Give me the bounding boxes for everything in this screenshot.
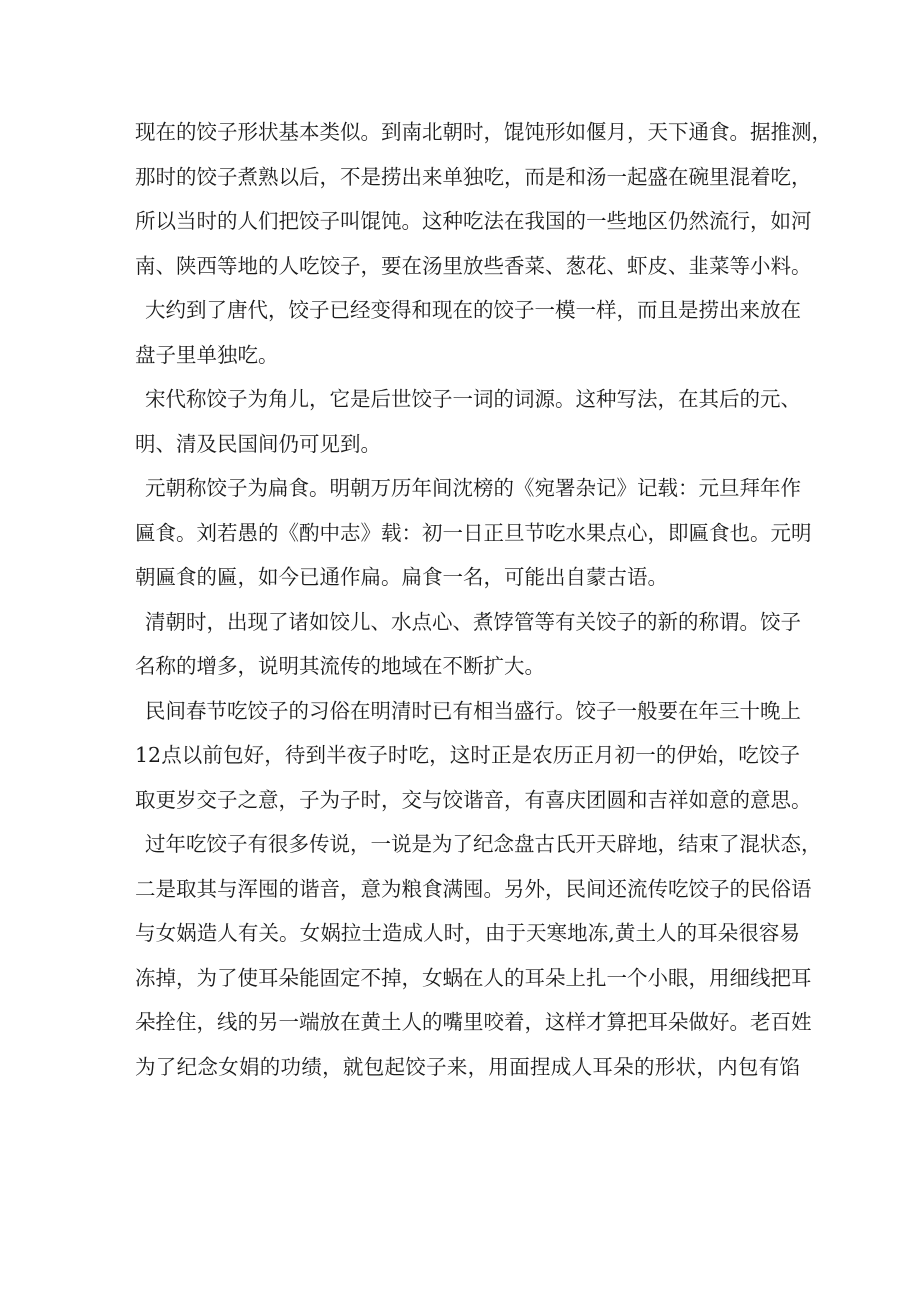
text-line: 名称的增多，说明其流传的地域在不断扩大。 xyxy=(135,654,545,678)
text-line: 民间春节吃饺子的习俗在明清时已有相当盛行。饺子一般要在年三十晚上 xyxy=(145,698,801,723)
text-line: 12点以前包好，待到半夜子时吃，这时正是农历正月初一的伊始，吃饺子 xyxy=(135,743,800,767)
text-line: 过年吃饺子有很多传说，一说是为了纪念盘古氏开天辟地，结束了混状态， xyxy=(145,832,822,856)
text-line: 匾食。刘若愚的《酌中志》载：初一日正旦节吃水果点心，即匾食也。元明 xyxy=(135,520,812,545)
text-line: 那时的饺子煮熟以后，不是捞出来单独吃，而是和汤一起盛在碗里混着吃， xyxy=(135,164,812,189)
text-line: 为了纪念女娟的功绩，就包起饺子来，用面捏成人耳朵的形状，内包有馅 xyxy=(135,1054,800,1079)
text-line: 清朝时，出现了诸如饺儿、水点心、煮饽管等有关饺子的新的称谓。饺子 xyxy=(145,609,801,634)
text-line: 明、清及民国间仍可见到。 xyxy=(135,431,381,456)
text-line: 所以当时的人们把饺子叫馄饨。这种吃法在我国的一些地区仍然流行，如河 xyxy=(135,209,812,233)
text-line: 取更岁交子之意，子为子时，交与饺谐音，有喜庆团圆和吉祥如意的意思。 xyxy=(135,787,812,812)
text-line: 与女娲造人有关。女娲拉士造成人时，由于天寒地冻,黄土人的耳朵很容易 xyxy=(135,921,800,945)
body-text xyxy=(135,110,832,1089)
text-line: 冻掉，为了使耳朵能固定不掉，女蜗在人的耳朵上扎一个小眼，用细线把耳 xyxy=(135,965,812,990)
text-line: 二是取其与浑囤的谐音，意为粮食满囤。另外，民间还流传吃饺子的民俗语 xyxy=(135,876,812,901)
text-line: 大约到了唐代，饺子已经变得和现在的饺子一模一样，而且是捞出来放在 xyxy=(145,298,801,322)
text-line: 朵拴住，线的另一端放在黄土人的嘴里咬着，这样才算把耳朵做好。老百姓 xyxy=(135,1010,812,1034)
text-line: 现在的饺子形状基本类似。到南北朝时，馄饨形如偃月，天下通食。据推测， xyxy=(135,120,832,144)
text-line: 南、陕西等地的人吃饺子，要在汤里放些香菜、葱花、虾皮、韭菜等小料。 xyxy=(135,253,812,278)
text-line: 宋代称饺子为角儿，它是后世饺子一词的词源。这种写法，在其后的元、 xyxy=(145,387,801,411)
text-line: 元朝称饺子为扁食。明朝万历年间沈榜的《宛署杂记》记载：元旦拜年作 xyxy=(145,476,801,500)
text-line: 盘子里单独吃。 xyxy=(135,342,279,367)
text-line: 朝匾食的匾，如今已通作扁。扁食一名，可能出自蒙古语。 xyxy=(135,565,668,589)
